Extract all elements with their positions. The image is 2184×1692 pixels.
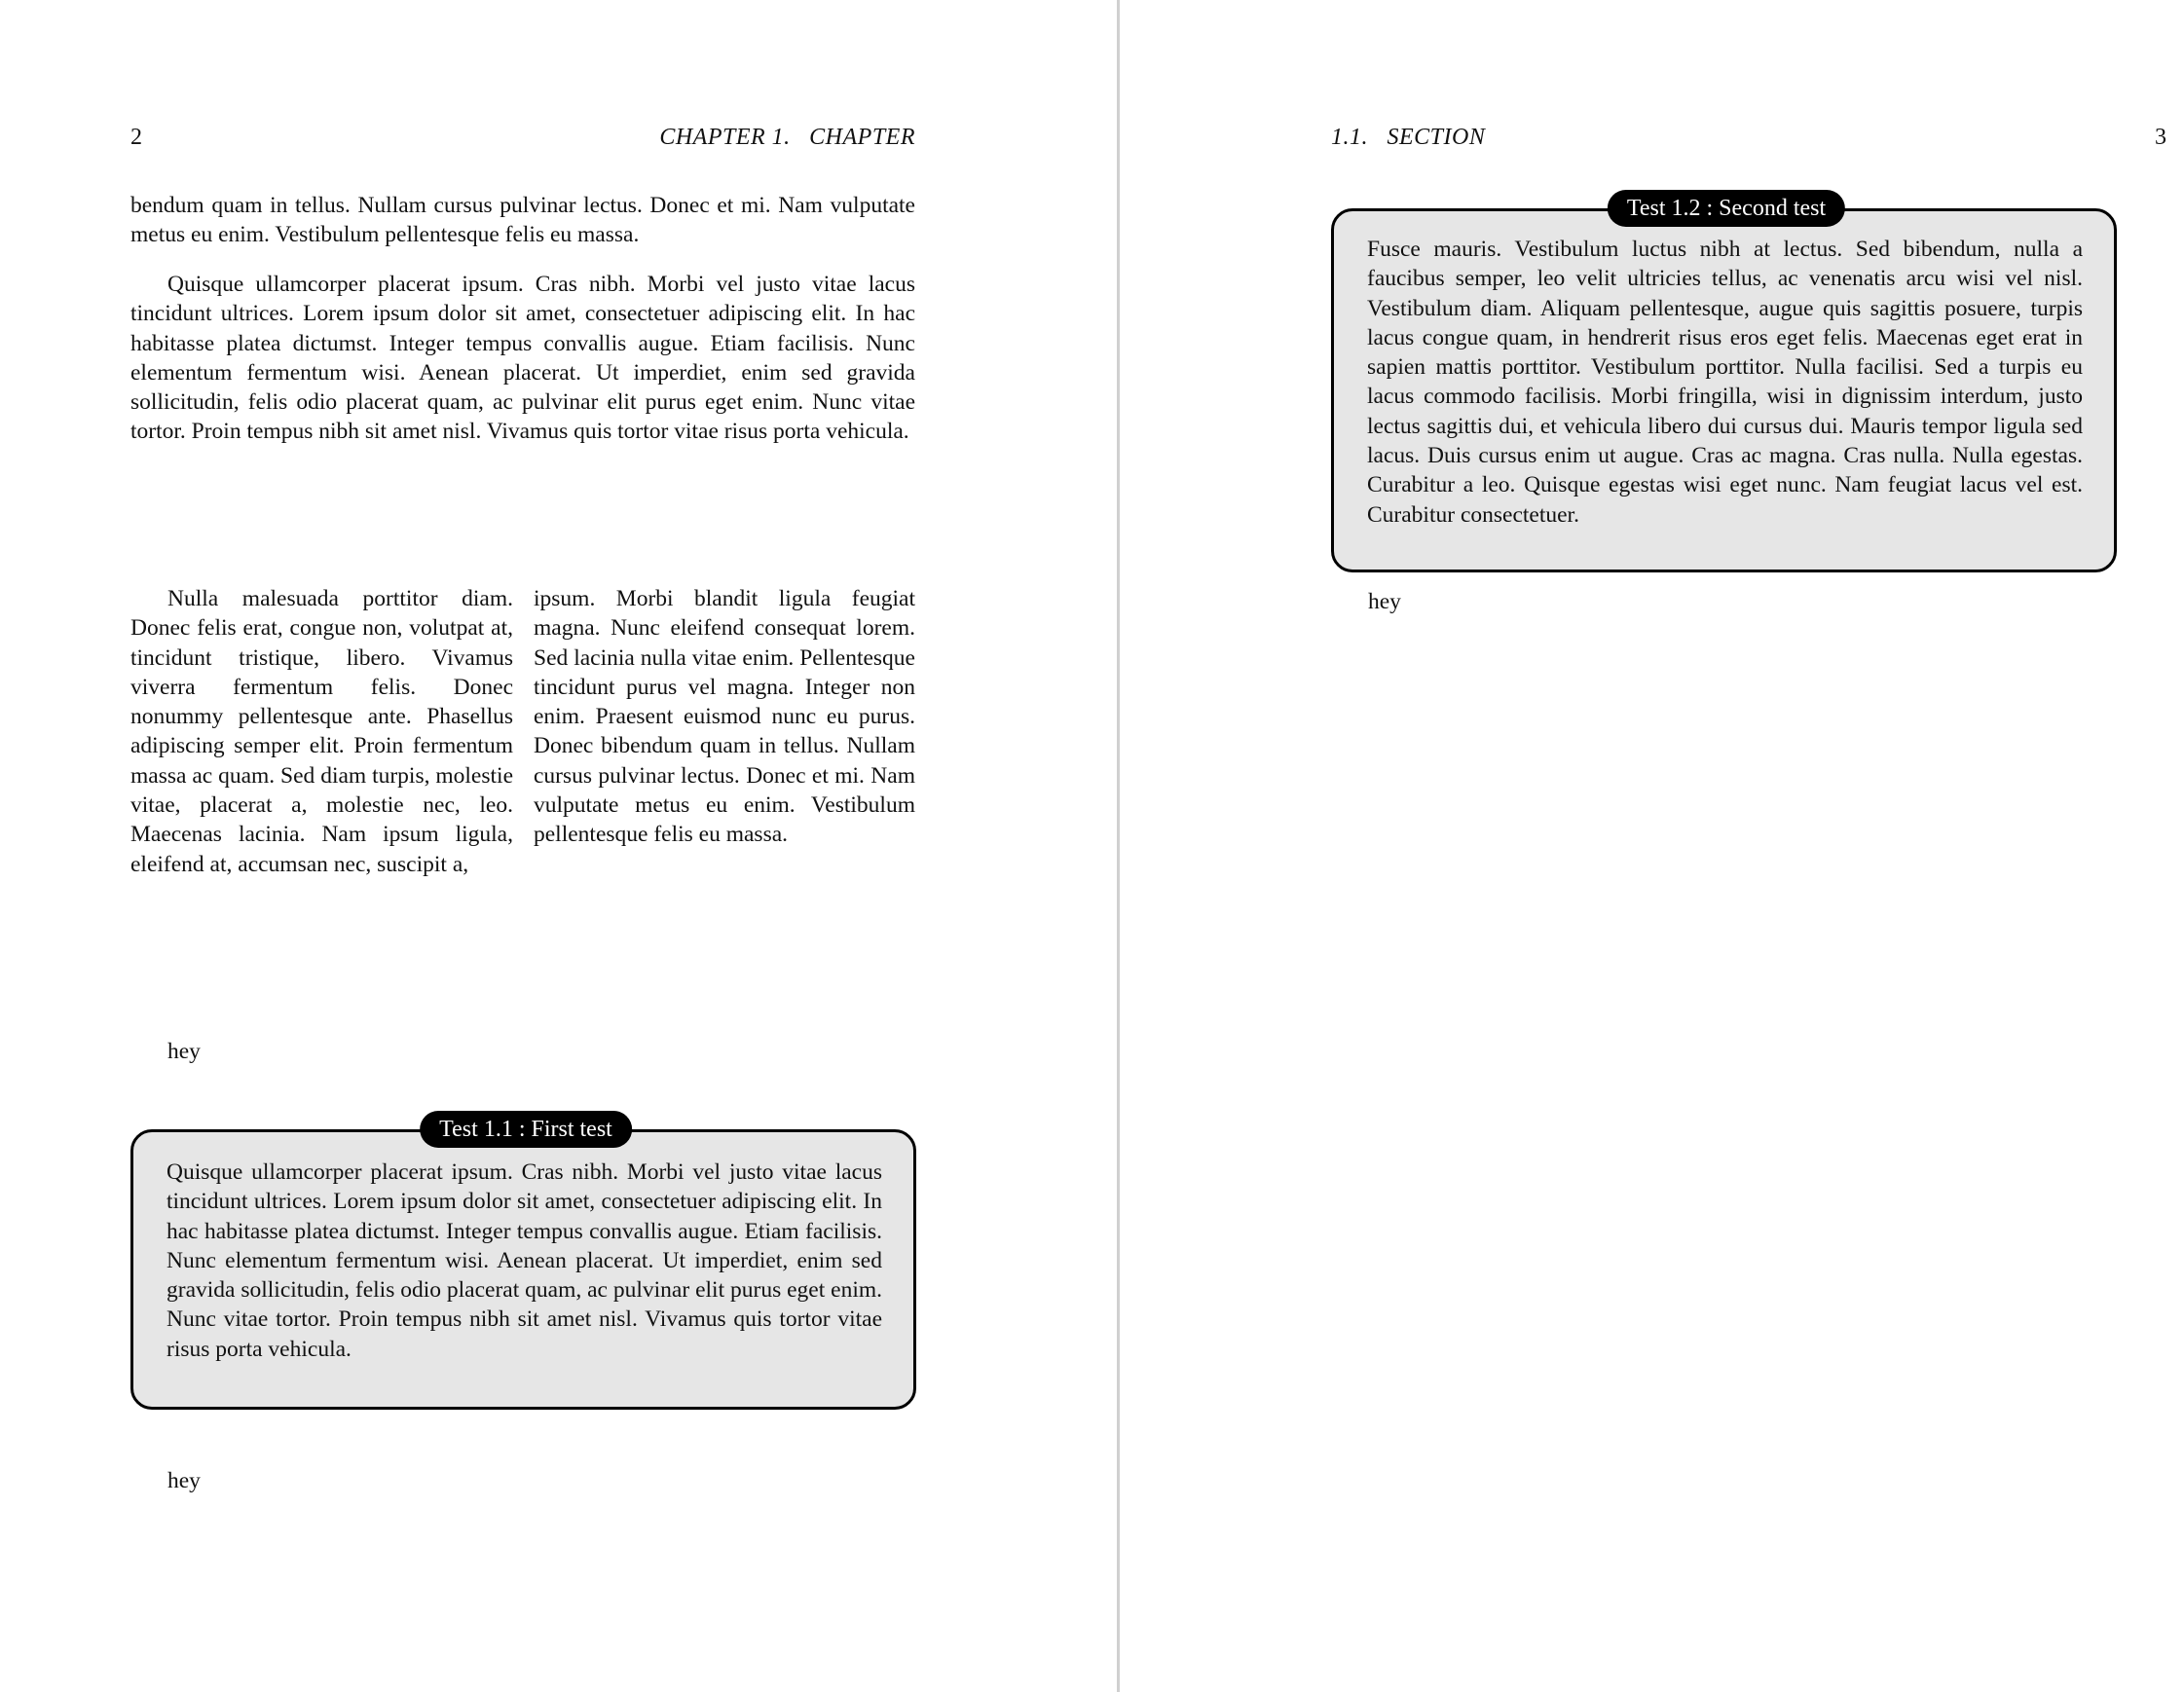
column-right: ipsum. Morbi blandit ligula feugiat magna. Nunc eleifend consequat lorem. Sed lacinia nulla vitae enim. Pellentesque tincidunt purus vel magna. Integer non enim. Praesent euismod nunc eu purus. Donec bibendum quam in tellus. Nullam cursus pulvinar lectus. Donec et mi. Nam vulputate metus eu enim. Vestibulum pellentesque felis eu massa. — [534, 586, 915, 848]
paragraph: Quisque ullamcorper placerat ipsum. Cras nibh. Morbi vel justo vitae lacus tincidunt ultrices. Lorem ipsum dolor sit amet, consectetuer adipiscing elit. In hac habitasse platea dictumst. Integer tempus convallis augue. Etiam facilisis. Nunc elementum fermentum wisi. Aenean placerat. Ut imperdiet, enim sed gravida sollicitudin, felis odio placerat quam, ac pulvinar elit purus eget enim. Nunc vitae tortor. Proin tempus nibh sit amet nisl. Vivamus quis tortor vitae risus porta vehicula. — [130, 272, 915, 445]
hey-text: hey — [167, 1039, 201, 1064]
column-left: Nulla malesuada porttitor diam. Donec felis erat, congue non, volutpat at, tincidunt tristique, libero. Vivamus viverra fermentum felis. Donec nonummy pellentesque ante. Phasellus adipiscing semper elit. Proin fermentum massa ac quam. Sed diam turpis, molestie vitae, placerat a, molestie nec, leo. Maecenas lacinia. Nam ipsum ligula, eleifend at, accumsan nec, suscipit a, — [130, 586, 513, 877]
running-head: CHAPTER 1. CHAPTER — [659, 125, 915, 150]
test-box-body: Fusce mauris. Vestibulum luctus nibh at lectus. Sed bibendum, nulla a faucibus semper, leo velit ultricies tellus, ac venenatis arcu wisi vel nisl. Vestibulum diam. Aliquam pellentesque, augue quis sagittis posuere, turpis lacus congue quam, in hendrerit risus eros eget felis. Maecenas eget erat in sapien mattis porttitor. Vestibulum porttitor. Nulla facilisi. Sed a turpis eu lacus commodo facilisis. Morbi fringilla, wisi in dignissim interdum, justo lectus sagittis dui, et vehicula libero dui cursus dui. Mauris tempor ligula sed lacus. Duis cursus enim ut augue. Cras ac magna. Cras nulla. Nulla egestas. Curabitur a leo. Quisque egestas wisi eget nunc. Nam feugiat lacus vel est. Curabitur consectetuer. — [1367, 237, 2083, 528]
paragraph-continued: bendum quam in tellus. Nullam cursus pulvinar lectus. Donec et mi. Nam vulputate metus eu enim. Vestibulum pellentesque felis eu massa. — [130, 193, 915, 248]
test-box-body: Quisque ullamcorper placerat ipsum. Cras nibh. Morbi vel justo vitae lacus tincidunt ultrices. Lorem ipsum dolor sit amet, consectetuer adipiscing elit. In hac habitasse platea dictumst. Integer tempus convallis augue. Etiam facilisis. Nunc elementum fermentum wisi. Aenean placerat. Ut imperdiet, enim sed gravida sollicitudin, felis odio placerat quam, ac pulvinar elit purus eget enim. Nunc vitae tortor. Proin tempus nibh sit amet nisl. Vivamus quis tortor vitae risus porta vehicula. — [167, 1159, 882, 1362]
test-box-title: Test 1.2 : Second test — [1608, 190, 1845, 227]
right-page — [1120, 0, 2184, 1692]
test-box-title: Test 1.1 : First test — [420, 1111, 632, 1148]
running-head: 1.1. SECTION — [1331, 125, 1486, 150]
hey-text: hey — [1368, 589, 1401, 614]
page-number: 2 — [130, 125, 142, 150]
test-box-second — [1331, 196, 2117, 572]
page-number: 3 — [2155, 125, 2166, 150]
hey-text: hey — [167, 1468, 201, 1493]
test-box-first — [130, 1117, 916, 1410]
